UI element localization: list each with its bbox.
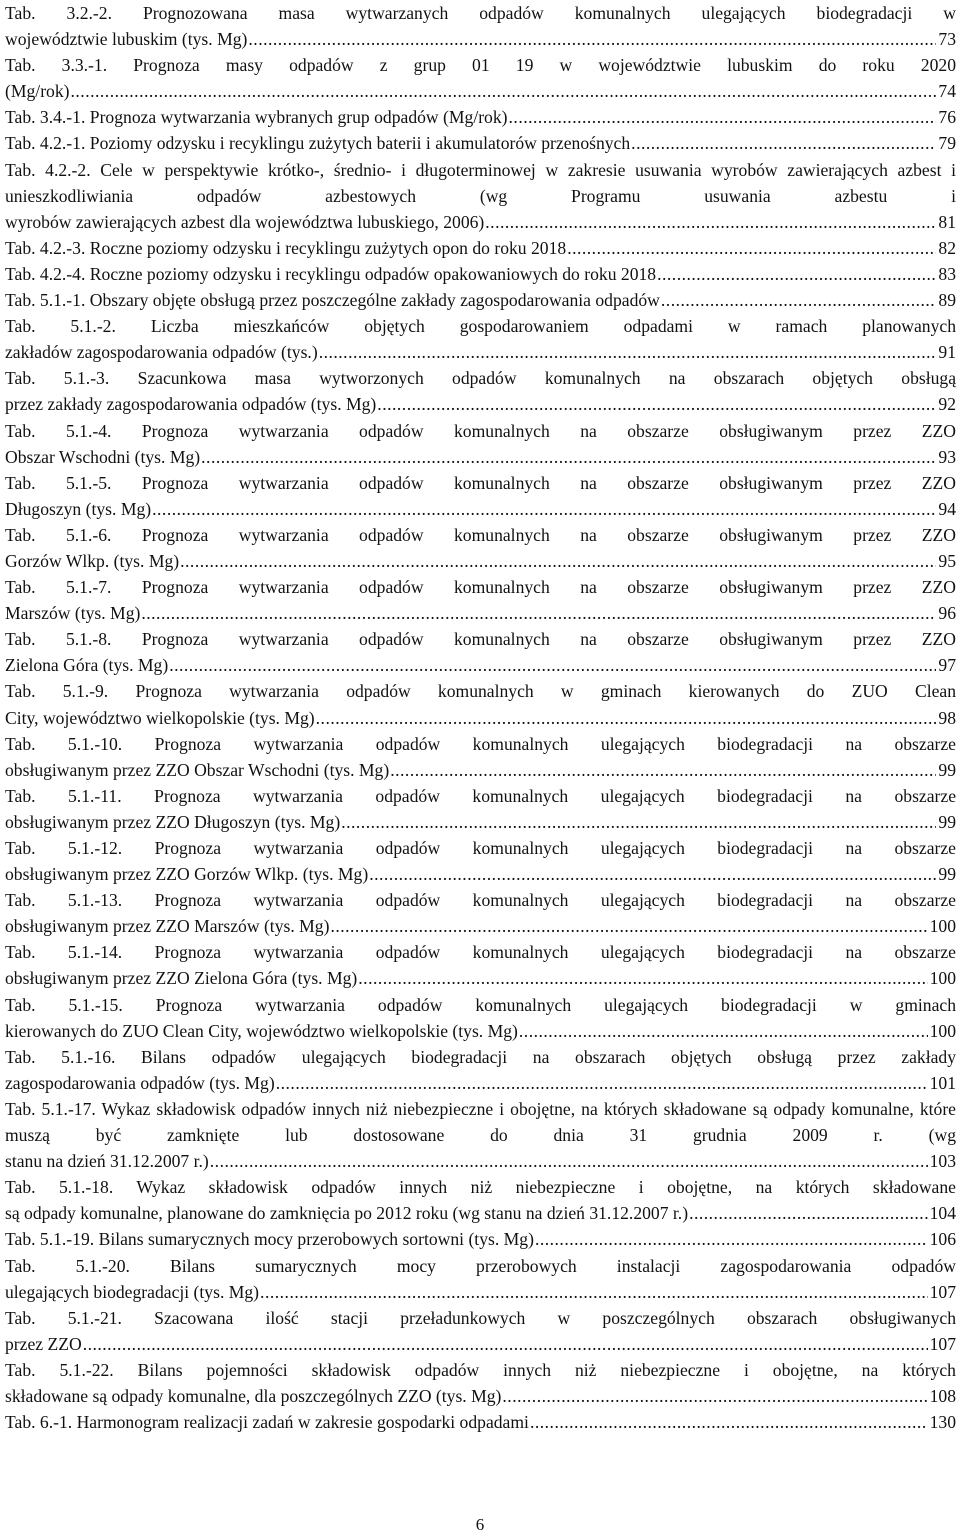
dot-leader (179, 548, 936, 574)
dot-leader (275, 1070, 928, 1096)
toc-entry[interactable] (5, 470, 956, 522)
toc-entry-page: 99 (938, 811, 956, 832)
toc-entry-page: 99 (938, 864, 956, 885)
toc-entry-title-end: przez zakłady zagospodarowania odpadów (tys. Mg) (5, 394, 377, 415)
dot-leader (508, 104, 937, 130)
toc-entry-title-end: Długoszyn (tys. Mg) (5, 498, 152, 519)
toc-entry-title: Prognoza wytwarzania odpadów komunalnych ulegających biodegradacji na obszarze (154, 838, 956, 858)
toc-entry-page: 89 (938, 290, 956, 311)
toc-entry-title-end: ulegających biodegradacji (tys. Mg) (5, 1281, 260, 1302)
toc-entry-title: Wykaz składowisk odpadów innych niż niebezpieczne i obojętne, na których składowane są odpady komunalne, które muszą być zamknięte lub dostosowane do dnia 31 grudnia 2009 r. (wg (5, 1098, 956, 1146)
toc-entry-title-end: Obszar Wschodni (tys. Mg) (5, 446, 201, 467)
page-number: 6 (475, 1515, 485, 1534)
toc-entry-page: 100 (929, 968, 956, 989)
toc-entry[interactable] (5, 313, 956, 365)
dot-leader (630, 130, 936, 156)
toc-entry-title-end: (Mg/rok) (5, 81, 70, 102)
dot-leader (688, 1200, 928, 1226)
dot-leader (151, 496, 936, 522)
toc-entry-title-end: zakładów zagospodarowania odpadów (tys.) (5, 342, 318, 363)
toc-entry-title: Liczba mieszkańców objętych gospodarowaniem odpadami w ramach planowanych (150, 316, 957, 337)
dot-leader (656, 261, 936, 287)
toc-entry-title: Prognoza wytwarzania odpadów komunalnych ulegających biodegradacji na obszarze (154, 785, 957, 806)
toc-entry-page: 103 (929, 1151, 956, 1172)
toc-entry-title: Prognoza wytwarzania odpadów komunalnych ulegających biodegradacji na obszarze (154, 890, 956, 911)
toc-entry-page: 106 (929, 1229, 956, 1250)
toc-entry-title: Prognoza wytwarzania odpadów komunalnych na obszarze obsługiwanym przez ZZO (141, 524, 956, 545)
dot-leader (534, 1226, 928, 1252)
toc-entry-page: 96 (938, 603, 956, 624)
toc-entry-title-end: stanu na dzień 31.12.2007 r.) (5, 1151, 209, 1172)
toc-entry-title-end: Gorzów Wlkp. (tys. Mg) (5, 550, 180, 571)
toc-entry-title-end: kierowanych do ZUO Clean City, województwo wielkopolskie (tys. Mg) (5, 1020, 518, 1041)
toc-entry-page: 91 (938, 342, 956, 363)
toc-entry-label: Tab. 3.2.-2. (5, 3, 112, 23)
toc-entry[interactable] (5, 1226, 956, 1252)
toc-entry-title: Wykaz składowisk odpadów innych niż niebezpieczne i obojętne, na których składowane (136, 1177, 956, 1198)
toc-entry-title: Bilans sumarycznych mocy przerobowych instalacji zagospodarowania odpadów (170, 1255, 956, 1276)
toc-entry-page: 99 (938, 759, 956, 780)
toc-entry[interactable] (5, 783, 956, 835)
toc-entry-title-end: City, województwo wielkopolskie (tys. Mg) (5, 707, 315, 728)
toc-entry[interactable] (5, 887, 956, 939)
toc-entry-page: 83 (938, 263, 956, 284)
toc-entry-page: 73 (938, 29, 956, 50)
dot-leader (82, 1331, 928, 1357)
dot-leader (518, 1018, 928, 1044)
toc-entry-page: 95 (938, 550, 956, 571)
toc-entry-label: Tab. 4.2.-4. (5, 263, 86, 284)
toc-entry-page: 81 (938, 211, 956, 232)
toc-entry-title-end: wyrobów zawierających azbest dla województwa lubuskiego, 2006) (5, 211, 485, 232)
toc-entry[interactable] (5, 522, 956, 574)
toc-entry-title-end: obsługiwanym przez ZZO Długoszyn (tys. Mg) (5, 811, 341, 832)
toc-entry-page: 97 (938, 655, 956, 676)
toc-entry-page: 82 (938, 237, 956, 258)
toc-entry-page: 98 (938, 707, 956, 728)
dot-leader (376, 391, 936, 417)
toc-entry-label: Tab. 5.1.-1. (5, 290, 86, 311)
toc-entry-label: Tab. 6.-1. (5, 1412, 73, 1433)
toc-entry-label: Tab. 5.1.-11. (5, 785, 122, 806)
toc-entry-title-end: Roczne poziomy odzysku i recyklingu odpadów opakowaniowych do roku 2018 (89, 263, 657, 284)
dot-leader (168, 652, 936, 678)
toc-entry[interactable] (5, 992, 956, 1044)
dot-leader (70, 78, 937, 104)
table-of-contents (5, 0, 956, 1435)
toc-entry[interactable] (5, 1096, 956, 1174)
dot-leader (259, 1279, 928, 1305)
toc-entry-title-end: województwie lubuskim (tys. Mg) (5, 29, 248, 50)
toc-entry-label: Tab. 5.1.-13. (5, 890, 123, 911)
toc-entry-label: Tab. 5.1.-16. (5, 1046, 116, 1067)
toc-entry-page: 130 (929, 1412, 956, 1433)
dot-leader (140, 600, 936, 626)
toc-entry-label: Tab. 5.1.-5. (5, 472, 112, 493)
toc-entry[interactable] (5, 52, 956, 104)
toc-entry-title: Prognozowana masa wytwarzanych odpadów komunalnych ulegających biodegradacji w (142, 3, 956, 23)
toc-entry[interactable] (5, 287, 956, 313)
toc-entry[interactable] (5, 0, 956, 52)
toc-entry[interactable] (5, 835, 956, 887)
toc-entry[interactable] (5, 1357, 956, 1409)
toc-entry-page: 93 (938, 446, 956, 467)
toc-entry-title-end: są odpady komunalne, planowane do zamknięcia po 2012 roku (wg stanu na dzień 31.12.2007 r.) (5, 1203, 689, 1224)
toc-entry-title: Bilans odpadów ulegających biodegradacji na obszarach objętych obsługą przez zakłady (141, 1046, 956, 1067)
toc-entry-page: 100 (929, 1020, 956, 1041)
toc-entry-title-end: przez ZZO (5, 1333, 82, 1354)
toc-entry[interactable] (5, 574, 956, 626)
toc-entry-label: Tab. 5.1.-21. (5, 1307, 122, 1328)
toc-entry[interactable] (5, 130, 956, 156)
toc-entry-label: Tab. 5.1.-19. (5, 1229, 95, 1250)
dot-leader (357, 965, 927, 991)
toc-entry-label: Tab. 3.4.-1. (5, 107, 86, 128)
toc-entry-label: Tab. 4.2.-3. (5, 237, 86, 258)
toc-entry[interactable] (5, 1409, 956, 1435)
dot-leader (529, 1409, 928, 1435)
toc-entry-title-end: Harmonogram realizacji zadań w zakresie gospodarki odpadami (76, 1412, 529, 1433)
toc-entry-label: Tab. 5.1.-8. (5, 629, 112, 650)
toc-entry[interactable] (5, 1305, 956, 1357)
dot-leader (329, 913, 927, 939)
toc-entry-label: Tab. 5.1.-22. (5, 1359, 114, 1380)
toc-entry-page: 108 (929, 1385, 956, 1406)
dot-leader (340, 809, 936, 835)
dot-leader (209, 1148, 928, 1174)
toc-entry-page: 76 (938, 107, 956, 128)
toc-entry-title: Prognoza wytwarzania odpadów komunalnych ulegających biodegradacji na obszarze (154, 942, 956, 963)
toc-entry-label: Tab. 5.1.-12. (5, 838, 123, 858)
toc-entry-label: Tab. 5.1.-14. (5, 942, 123, 963)
toc-entry-title: Prognoza wytwarzania odpadów komunalnych na obszarze obsługiwanym przez ZZO (141, 472, 956, 493)
toc-entry-page: 104 (929, 1203, 956, 1224)
toc-entry-label: Tab. 5.1.-7. (5, 577, 112, 598)
toc-entry-title: Prognoza wytwarzania odpadów komunalnych ulegających biodegradacji w gminach (155, 994, 956, 1015)
toc-entry-page: 79 (938, 133, 956, 154)
toc-entry[interactable] (5, 365, 956, 417)
toc-entry-title-end: obsługiwanym przez ZZO Obszar Wschodni (tys. Mg) (5, 759, 390, 780)
toc-entry-title: Szacowana ilość stacji przeładunkowych w poszczególnych obszarach obsługiwanych (154, 1307, 956, 1328)
toc-entry-label: Tab. 5.1.-2. (5, 316, 116, 337)
dot-leader (318, 339, 937, 365)
toc-entry[interactable] (5, 104, 956, 130)
toc-entry-title-end: Roczne poziomy odzysku i recyklingu zużytych opon do roku 2018 (89, 237, 567, 258)
dot-leader (247, 26, 936, 52)
toc-entry[interactable] (5, 731, 956, 783)
dot-leader (501, 1383, 927, 1409)
toc-entry[interactable] (5, 261, 956, 287)
dot-leader (389, 757, 936, 783)
toc-entry-title: Prognoza wytwarzania odpadów komunalnych na obszarze obsługiwanym przez ZZO (141, 420, 956, 441)
dot-leader (660, 287, 937, 313)
toc-entry-page: 92 (938, 394, 956, 415)
dot-leader (566, 235, 936, 261)
toc-entry-page: 94 (938, 498, 956, 519)
toc-entry-label: Tab. 5.1.-4. (5, 420, 112, 441)
toc-entry-title: Prognoza wytwarzania odpadów komunalnych na obszarze obsługiwanym przez ZZO (141, 629, 956, 650)
toc-entry[interactable] (5, 1044, 956, 1096)
toc-entry-label: Tab. 5.1.-18. (5, 1177, 114, 1198)
toc-entry-page: 101 (929, 1072, 956, 1093)
toc-entry[interactable] (5, 418, 956, 470)
toc-entry-title: Cele w perspektywie krótko-, średnio- i długoterminowej w zakresie usuwania wyrobów zawierających azbest i unieszkodliwiania odpadów azbestowych (wg Programu usuwania azbestu i (5, 159, 957, 206)
dot-leader (200, 444, 936, 470)
toc-entry[interactable] (5, 626, 956, 678)
toc-entry-title: Prognoza wytwarzania odpadów komunalnych w gminach kierowanych do ZUO Clean (135, 681, 956, 702)
dot-leader (484, 209, 936, 235)
toc-entry[interactable] (5, 678, 956, 730)
toc-entry[interactable] (5, 157, 956, 235)
toc-entry-title-end: Bilans sumarycznych mocy przerobowych sortowni (tys. Mg) (98, 1229, 534, 1250)
toc-entry[interactable] (5, 1174, 956, 1226)
toc-entry-page: 107 (929, 1281, 956, 1302)
toc-entry-label: Tab. 5.1.-6. (5, 524, 112, 545)
toc-entry-title: Prognoza wytwarzania odpadów komunalnych na obszarze obsługiwanym przez ZZO (141, 577, 956, 598)
toc-entry-page: 74 (938, 81, 956, 102)
dot-leader (368, 861, 936, 887)
toc-entry-label: Tab. 5.1.-20. (5, 1255, 130, 1276)
toc-entry-label: Tab. 5.1.-9. (5, 681, 109, 702)
toc-entry-title: Prognoza masy odpadów z grup 01 19 w województwie lubuskim do roku 2020 (133, 55, 956, 76)
toc-entry-label: Tab. 5.1.-3. (5, 368, 110, 389)
toc-entry[interactable] (5, 1253, 956, 1305)
toc-entry-title-end: Marszów (tys. Mg) (5, 603, 141, 624)
toc-entry-title: Bilans pojemności składowisk odpadów innych niż niebezpieczne i obojętne, na których (137, 1359, 956, 1380)
toc-entry-title-end: składowane są odpady komunalne, dla poszczególnych ZZO (tys. Mg) (5, 1385, 502, 1406)
toc-entry-title-end: Obszary objęte obsługą przez poszczególne zakłady zagospodarowania odpadów (89, 290, 660, 311)
toc-entry-label: Tab. 5.1.-15. (5, 994, 123, 1015)
toc-entry-title-end: zagospodarowania odpadów (tys. Mg) (5, 1072, 275, 1093)
dot-leader (315, 705, 937, 731)
toc-entry-title-end: obsługiwanym przez ZZO Gorzów Wlkp. (tys. Mg) (5, 864, 369, 885)
toc-entry-title-end: Zielona Góra (tys. Mg) (5, 655, 169, 676)
toc-entry-page: 107 (929, 1333, 956, 1354)
toc-entry-label: Tab. 4.2.-1. (5, 133, 86, 154)
toc-entry-title-end: obsługiwanym przez ZZO Zielona Góra (tys. Mg) (5, 968, 358, 989)
toc-entry-title-end: Poziomy odzysku i recyklingu zużytych baterii i akumulatorów przenośnych (89, 133, 631, 154)
toc-entry[interactable] (5, 939, 956, 991)
toc-entry-label: Tab. 4.2.-2. (5, 159, 91, 180)
toc-entry-label: Tab. 5.1.-17. (5, 1098, 96, 1119)
toc-entry-title: Prognoza wytwarzania odpadów komunalnych ulegających biodegradacji na obszarze (154, 733, 956, 754)
toc-entry-label: Tab. 5.1.-10. (5, 733, 123, 754)
toc-entry-label: Tab. 3.3.-1. (5, 55, 108, 76)
toc-entry-title: Szacunkowa masa wytworzonych odpadów komunalnych na obszarach objętych obsługą (137, 368, 957, 389)
toc-entry-title-end: Prognoza wytwarzania wybranych grup odpadów (Mg/rok) (89, 107, 508, 128)
toc-entry-title-end: obsługiwanym przez ZZO Marszów (tys. Mg) (5, 916, 330, 937)
toc-entry[interactable] (5, 235, 956, 261)
toc-entry-page: 100 (929, 916, 956, 937)
